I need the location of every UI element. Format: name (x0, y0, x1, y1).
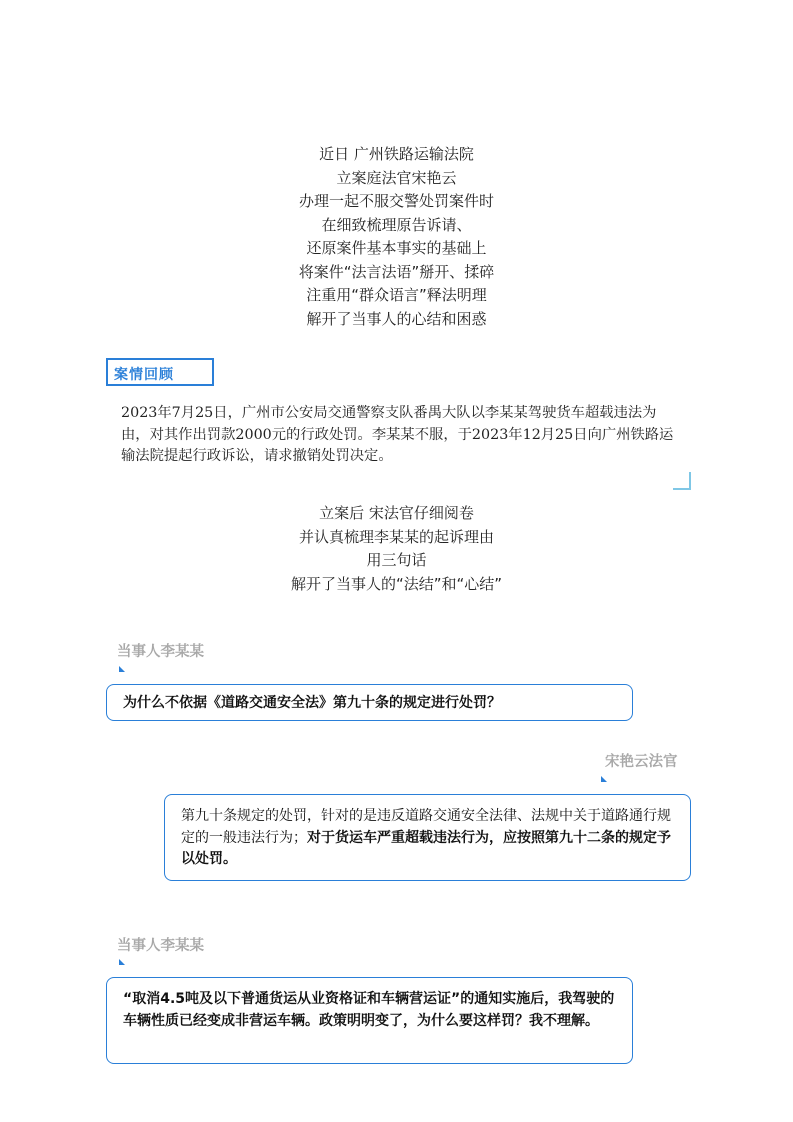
dialogue-text-normal: 第九十条规定的处罚，针对的是违反道路交通安全法律、法规中关于道路通行规定的一般违法行为； (181, 808, 671, 846)
speech-pointer-icon (119, 959, 125, 965)
intro2-block (0, 502, 793, 596)
case-review-label: 案情回顾 (114, 367, 174, 383)
intro-line: 解开了当事人的心结和困惑 (306, 309, 487, 328)
case-review-tag (106, 358, 214, 386)
intro-line: 立案庭法官宋艳云 (336, 168, 457, 187)
case-summary-text: 2023年7月25日，广州市公安局交通警察支队番禺大队以李某某驾驶货车超载违法为由，对其作出罚款2000元的行政处罚。李某某不服，于2023年12月25日向广州铁路运输法院提起行政诉讼，请求撤销处罚决定。 (121, 405, 674, 464)
intro-block (0, 143, 793, 331)
tag-left-border (106, 358, 108, 386)
intro2-line: 并认真梳理李某某的起诉理由 (298, 527, 494, 546)
dialogue-text-bold: 对于货运车严重超载违法行为，应按照第九十二条的规定予以处罚。 (181, 829, 671, 867)
corner-bracket-decoration (673, 472, 691, 490)
intro-line: 办理一起不服交警处罚案件时 (298, 192, 494, 210)
speaker-label-judge: 宋艳云法官 (605, 754, 678, 770)
intro2-line: 解开了当事人的“法结”和“心结” (290, 574, 503, 593)
dialogue-bubble (106, 977, 633, 1064)
dialogue-bubble (164, 794, 691, 881)
intro-line: 在细致梳理原告诉请、 (321, 215, 472, 234)
intro2-line: 用三句话 (366, 551, 427, 569)
intro-line: 注重用“群众语言”释法明理 (306, 286, 487, 304)
speaker-label-plaintiff: 当事人李某某 (117, 644, 204, 660)
tag-top-border (106, 358, 214, 360)
speaker-label-plaintiff: 当事人李某某 (117, 938, 204, 954)
intro2-line: 立案后 宋法官仔细阅卷 (319, 504, 474, 522)
speech-pointer-icon (601, 776, 607, 782)
intro-line: 将案件“法言法语”掰开、揉碎 (298, 262, 495, 281)
intro-line: 近日 广州铁路运输法院 (319, 145, 474, 163)
intro-line: 还原案件基本事实的基础上 (306, 239, 487, 257)
speech-pointer-icon (119, 666, 125, 672)
dialogue-text: 为什么不依据《道路交通安全法》第九十条的规定进行处罚？ (123, 695, 501, 711)
dialogue-text: “取消4.5吨及以下普通货运从业资格证和车辆营运证”的通知实施后，我驾驶的车辆性质已经变成非营运车辆。政策明明变了，为什么要这样罚？我不理解。 (123, 991, 615, 1029)
dialogue-bubble (106, 684, 633, 721)
